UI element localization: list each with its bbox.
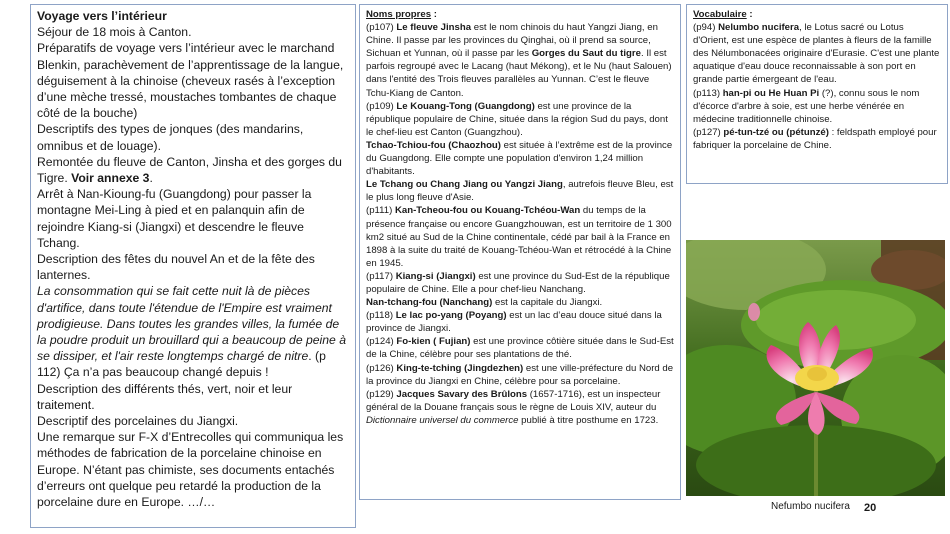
paragraph: Description des différents thés, vert, noir et leur traitement. [37, 381, 293, 412]
glossary-entry: (p117) Kiang-si (Jiangxi) est une province du Sud-Est de la république populaire de Chine. Elle a pour chef-lieu Nanchang. [366, 270, 670, 295]
glossary-entry: (p111) Kan-Tcheou-fou ou Kouang-Tchéou-Wan du temps de la présence française ou encore Guangzhouwan, est un territoire de 1 300 km2 situé au Sud de la Chine continentale, cédé par bail à la France en 1898 à la suite du traité de Kouang-Tchéou-Wan et rétrocédé à la Chine en 1945. [366, 205, 672, 269]
paragraph: Arrêt à Nan-Kioung-fu (Guangdong) pour passer la montagne Mei-Ling à pied et en palanquin afin de rejoindre Kiang-si (Jiangxi) et descendre le fleuve Tchang. [37, 187, 312, 250]
paragraph: Une remarque sur F-X d’Entrecolles qui communiqua les méthodes de fabrication de la porcelaine chinoise en Europe. N’étant pas chimiste, ses documents entachés d’erreurs ont quelque peu retardé la production de la porcelaine dure en Europe. …/… [37, 430, 344, 510]
vocab-entry: (p113) han-pi ou He Huan Pi (?), connu sous le nom d'écorce d'arbre à soie, est une herbe vénérée en médecine traditionnelle chinoise. [693, 87, 920, 125]
glossary-entry: (p124) Fo-kien ( Fujian) est une province côtière située dans le Sud-Est de la Chine, célèbre pour ses plantations de thé. [366, 336, 674, 361]
quote-paragraph: La consommation qui se fait cette nuit là de pièces d'artifice, dans toute l'étendue de l'Empire est vraiment prodigieuse. Dans toutes les grandes villes, la fumée de la poudre produit un brouillard qui a beaucoup de peine à se dissiper, et l'air reste longtemps chargé de nitre. (p 112) Ça n’a pas beaucoup changé depuis ! [37, 284, 346, 380]
paragraph: Préparatifs de voyage vers l’intérieur avec le marchand Blenkin, parachèvement de l’apprentissage de la langue, déguisement à la chinoise (cheveux rasés à l’exception d’une mèche tressé, moustaches tombantes de chaque côté de la bouche) [37, 41, 344, 121]
paragraph: Descriptifs des types de jonques (des mandarins, omnibus et de louage). [37, 122, 304, 153]
vocab-entry: (p127) pé-tun-tzé ou (pétunzé) : feldspath employé pour fabriquer la porcelaine de Chine. [693, 126, 937, 151]
lotus-photo [686, 240, 945, 496]
paragraph: Remontée du fleuve de Canton, Jinsha et des gorges du Tigre. Voir annexe 3. [37, 154, 342, 186]
annex-reference: Voir annexe 3 [71, 171, 150, 186]
paragraph: Séjour de 18 mois à Canton. [37, 25, 192, 40]
glossary-entry: Nan-tchang-fou (Nanchang) est la capitale du Jiangxi. [366, 297, 603, 309]
glossary-entry: (p129) Jacques Savary des Brûlons (1657-1716), est un inspecteur général de la Douane français sous le règne de Louis XIV, auteur du Dictionnaire universel du commerce publié à titre posthume en 1723. [366, 388, 661, 426]
section-title: Voyage vers l’intérieur [37, 9, 167, 23]
glossary-entry: (p126) King-te-tching (Jingdezhen) est une ville-préfecture du Nord de la province du Jiangxi en Chine, célèbre pour sa porcelaine. [366, 362, 674, 387]
photo-caption: Nefumbo nucifera [771, 501, 850, 512]
vocab-entry: (p94) Nelumbo nucifera, le Lotus sacré ou Lotus d'Orient, est une espèce de plantes à fleurs de la famille des Nélumbonacées originaire d'Eurasie. C'est une plante aquatique d'eau douce reconnaissable à son port en grande partie émergeant de l'eau. [693, 22, 940, 86]
lotus-illustration [686, 240, 945, 496]
proper-names-panel [359, 4, 681, 500]
glossary-entry: (p109) Le Kouang-Tong (Guangdong) est une province de la république populaire de Chine, située dans la région Sud du pays, dont le chef-lieu est Canton (Guangzhou). [366, 100, 668, 138]
vocabulary-panel [686, 4, 948, 184]
page-number: 20 [864, 502, 877, 514]
glossary-entry: (p107) Le fleuve Jinsha est le nom chinois du haut Yangzi Jiang, en Chine. Il passe par les provinces du Qinghai, où il prend sa source, Sichuan et Yunnan, où il passe par les Gorges du Saut du tigre. Il est parfois regroupé avec le Lacang (haut Mékong), et le Nu (haut Salouen) dans l'entité des Trois fleuves parallèles au Yunnan. C’est le fleuve Tchu-Kiang de Canton. [366, 22, 672, 99]
panel-heading: Noms propres : [366, 9, 437, 20]
glossary-entry: Tchao-Tchiou-fou (Chaozhou) est située à l’extrême est de la province du Guangdong. Elle compte une population d'environ 1,24 million d'habitants. [366, 139, 673, 178]
paragraph: Descriptif des porcelaines du Jiangxi. [37, 414, 239, 429]
glossary-entry: Le Tchang ou Chang Jiang ou Yangzi Jiang, autrefois fleuve Bleu, est le plus long fleuve d'Asie. [366, 179, 674, 204]
paragraph: Description des fêtes du nouvel An et de la fête des lanternes. [37, 252, 315, 283]
panel-heading: Vocabulaire : [693, 9, 753, 20]
quote-text: La consommation qui se fait cette nuit là de pièces d'artifice, dans toute l'étendue de l'Empire est vraiment prodigieuse. Dans toutes les grandes villes, la fumée de la poudre produit un brouillard qui a beaucoup de peine à se dissiper, et l'air reste longtemps chargé de nitre [37, 284, 346, 364]
summary-panel [30, 4, 356, 528]
glossary-entry: (p118) Le lac po-yang (Poyang) est un lac d’eau douce situé dans la province de Jiangxi. [366, 310, 662, 335]
